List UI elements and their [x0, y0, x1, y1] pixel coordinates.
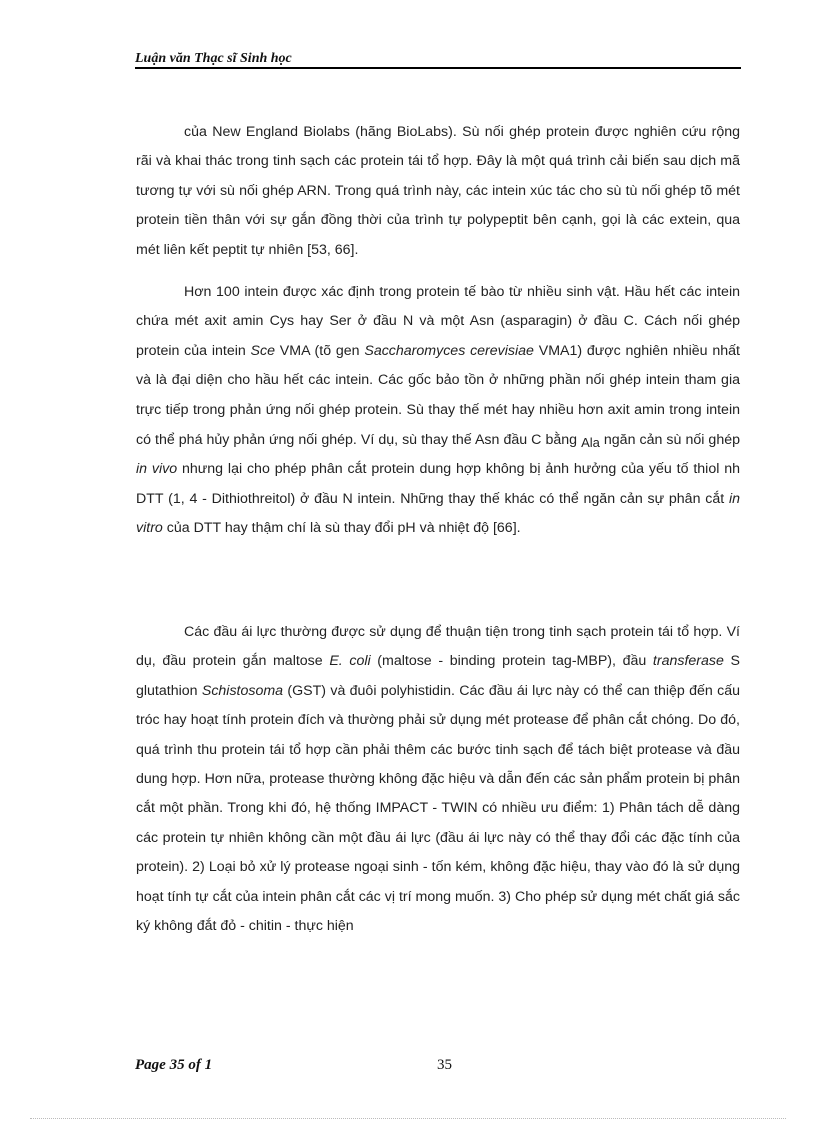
paragraph-text: của DTT hay thậm chí là sù thay đổi pH và nhiệt độ [66].	[162, 520, 521, 537]
header-title: Luận văn Thạc sĩ Sinh học	[135, 51, 292, 66]
italic-term: E. coli	[329, 653, 371, 670]
footer-page-number: 35	[437, 1057, 452, 1073]
paragraph-2	[136, 278, 740, 544]
paragraph-text: Các đầu ái lực thường được sử dụng để thuận tiện trong tinh sạch protein tái tổ hợp. Ví dụ, đầu protein gắn maltose	[136, 624, 740, 670]
italic-term: Sce	[250, 342, 275, 359]
paragraph-text: VMA (tõ gen	[275, 342, 365, 359]
paragraph-text: ngăn cản sù nối ghép	[599, 432, 740, 449]
footer-page-label: Page 35 of 1	[135, 1057, 213, 1073]
italic-term: in vitro	[136, 490, 740, 537]
paragraph-text: nhưng lại cho phép phân cắt protein dung hợp không bị ảnh hưởng của yếu tố thiol nh DTT (1, 4 - Dithiothreitol) ở đầu N intein. Những thay thế khác có thể ngăn cản sự phân cắt	[136, 461, 741, 507]
paragraph-text: Hơn 100 intein được xác định trong protein tế bào từ nhiều sinh vật. Hầu hết các intein chứa mét axit amin Cys hay Ser ở đầu N và một Asn (asparagin) ở đầu C. Cách nối ghép protein của intein	[136, 284, 740, 359]
page-header	[135, 50, 741, 69]
paragraph-text: (maltose - binding protein tag-MBP), đầu	[370, 653, 653, 670]
paragraph-text: của New England Biolabs (hãng BioLabs). Sù nối ghép protein được nghiên cứu rộng rãi và khai thác trong tinh sạch các protein tái tổ hợp. Đây là một quá trình cải biến sau dịch mã tương tự với sù nối ghép ARN. Trong quá trình này, các intein xúc tác cho sù tù nối ghép tõ mét protein tiền thân với sự gắn đồng thời của trình tự polypeptit bên cạnh, gọi là các extein, qua mét liên kết peptit tự nhiên [53, 66].	[136, 124, 740, 258]
paragraph-1	[136, 118, 740, 265]
italic-term: Schistosoma	[201, 682, 284, 699]
page-bottom-divider	[30, 1118, 786, 1119]
ala-label: Ala	[581, 435, 600, 451]
italic-term: transferase	[652, 653, 724, 670]
italic-term: Saccharomyces cerevisiae	[364, 342, 534, 359]
paragraph-text: (GST) và đuôi polyhistidin. Các đầu ái lực này có thể can thiệp đến cấu tróc hay hoạt tính protein đích và thường phải sử dụng mét protease để phân cắt chóng. Do đó, quá trình thu protein tái tổ hợp cần phải thêm các bước tinh sạch để tách biệt protease và đầu dung hợp. Hơn nữa, protease thường không đặc hiệu và dẫn đến các sản phẩm protein bị phân cắt một phần. Trong khi đó, hệ thống IMPACT - TWIN có nhiều ưu điểm: 1) Phân tách dễ dàng các protein tự nhiên không cần một đầu ái lực (đầu ái lực này có thể thay đổi các đặc tính của protein). 2) Loại bỏ xử lý protease ngoại sinh - tốn kém, không đặc hiệu, thay vào đó là sử dụng hoạt tính tự cắt của intein phân cắt các vị trí mong muốn. 3) Cho phép sử dụng mét chất giá sắc ký không đắt đỏ - chitin - thực hiện	[136, 682, 740, 935]
italic-term: in vivo	[136, 461, 178, 478]
paragraph-3	[136, 618, 740, 941]
paragraph-text: VMA1) được nghiên nhiều nhất và là đại diện cho hầu hết các intein. Các gốc bảo tồn ở những phần nối ghép intein tham gia trực tiếp trong phản ứng nối ghép protein. Sù thay thế mét hay nhiều hơn axit amin trong intein có thể phá hủy phản ứng nối ghép. Ví dụ, sù thay thế Asn đầu C bằng	[136, 342, 740, 449]
paragraph-text: S glutathion	[136, 653, 741, 699]
